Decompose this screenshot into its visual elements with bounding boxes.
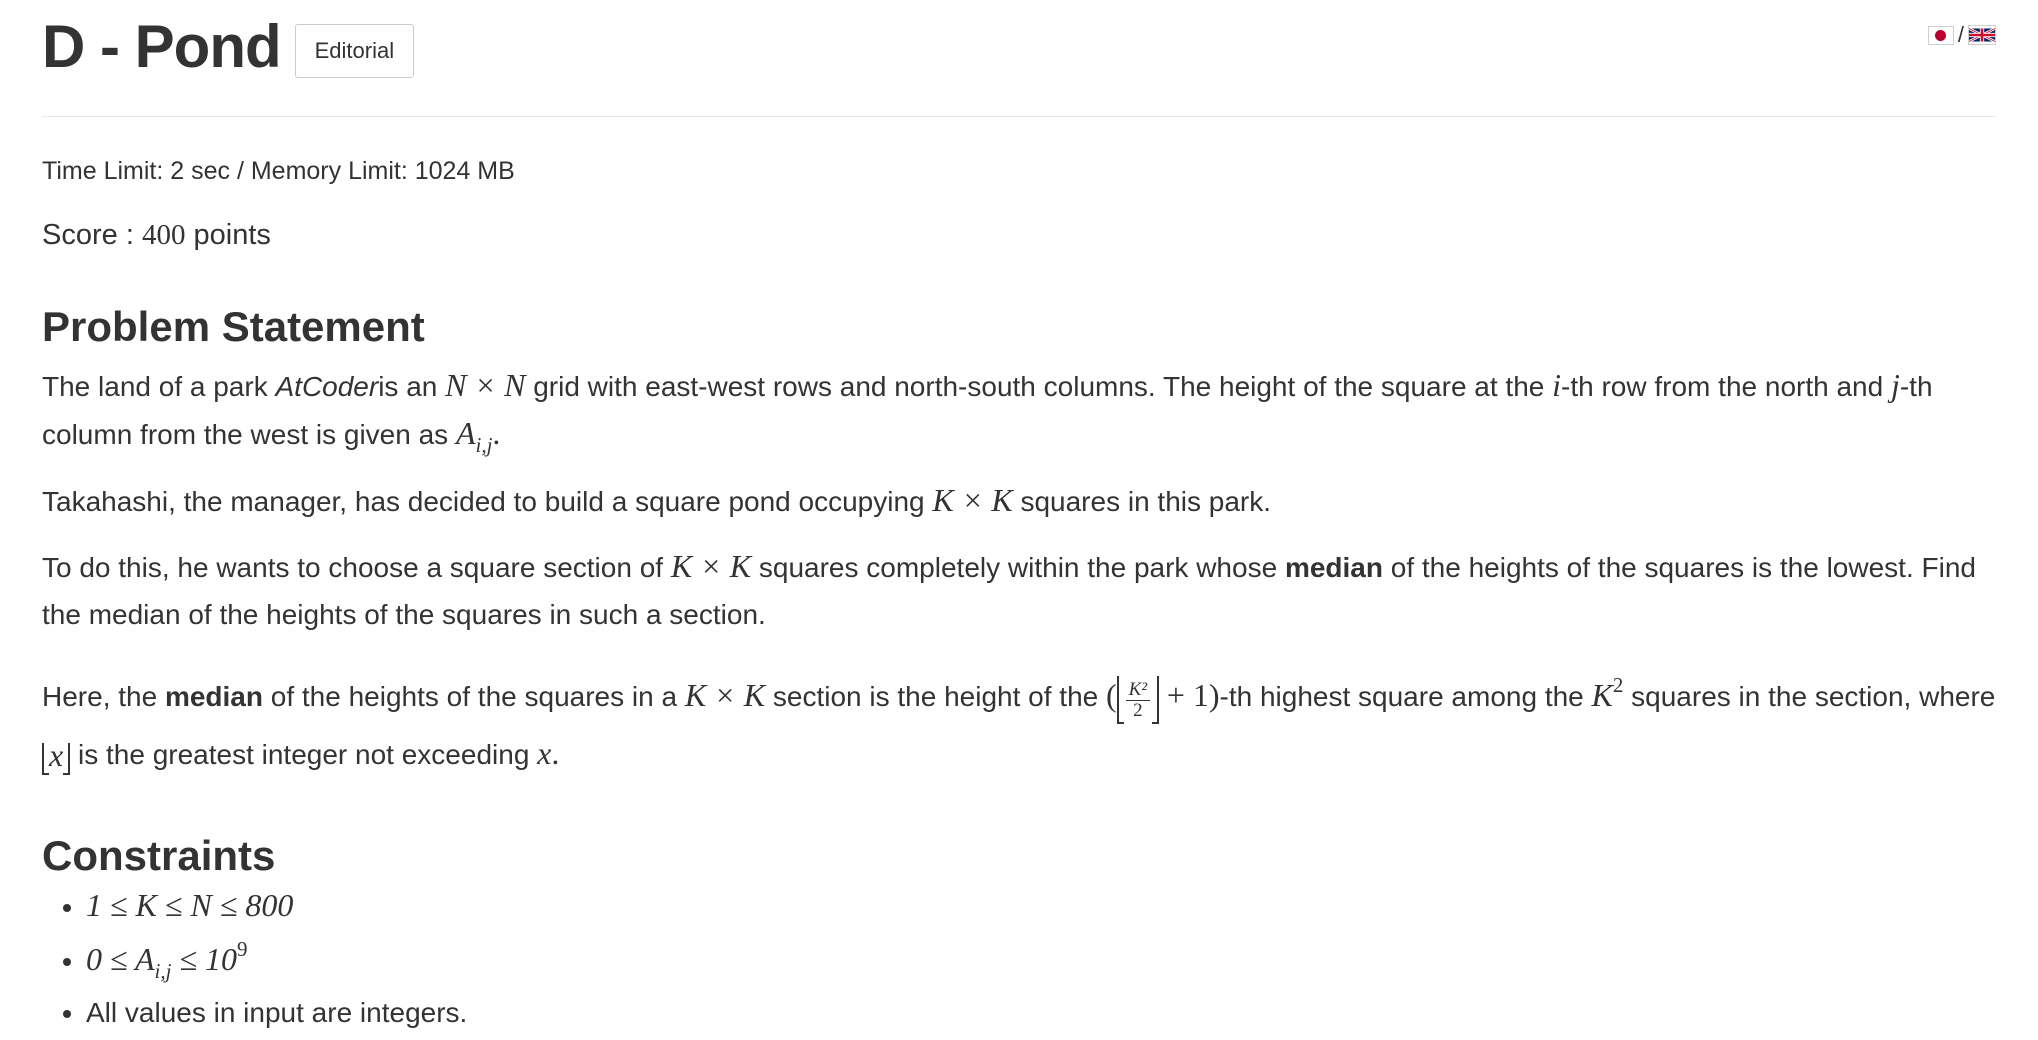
text: section is the height of the [772, 681, 1099, 712]
score-value: 400 [141, 219, 186, 251]
math-floor-x [42, 728, 70, 784]
text: -th column from the west is given as [42, 371, 1933, 450]
statement-paragraph-1 [42, 362, 2002, 469]
constraints-heading: Constraints [42, 832, 276, 879]
math-floor-fraction [1117, 672, 1159, 726]
math-k: K [1591, 677, 1613, 713]
language-separator: / [1957, 22, 1964, 47]
statement-paragraph-3 [42, 543, 2002, 638]
math-i: i [1552, 367, 1562, 403]
text: -th highest square among the [1219, 681, 1584, 712]
constraint-math: 0 ≤ A [86, 941, 155, 977]
constraint-item [86, 928, 467, 992]
statement-paragraph-2 [42, 477, 2002, 525]
constraint-item [86, 884, 467, 928]
fraction-numerator: K² [1126, 680, 1150, 701]
text: Here, the [42, 681, 158, 712]
constraint-text: All values in input are integers. [86, 997, 468, 1028]
math-x: x [537, 734, 552, 771]
constraint-math: ≤ 10 [171, 941, 238, 977]
page-title: D - Pond [42, 13, 281, 80]
math-k-by-k: K × K [932, 482, 1013, 518]
text: of the heights of the squares in a [270, 681, 678, 712]
text: squares in this park. [1020, 486, 1272, 517]
text: -th row from the north and [1561, 371, 1884, 402]
text: The land of a park [42, 371, 268, 402]
text: To do this, he wants to choose a square section of [42, 552, 664, 583]
math-k-by-k: K × K [684, 677, 766, 713]
score [42, 219, 271, 252]
editorial-button[interactable]: Editorial [295, 24, 414, 78]
math-j: j [1890, 367, 1900, 403]
statement-paragraph-4 [42, 658, 2002, 784]
text: is an [378, 371, 438, 402]
constraint-subscript: i,j [154, 959, 172, 983]
constraint-math: 1 ≤ K ≤ N ≤ 800 [86, 887, 294, 923]
language-switcher [1928, 22, 1996, 48]
text: is the greatest integer not exceeding [77, 738, 530, 770]
park-name: AtCoder [275, 371, 379, 402]
text: squares in the section, where [1631, 681, 1996, 712]
math-x: x [49, 737, 64, 774]
text: . [551, 734, 560, 771]
header [42, 0, 1996, 117]
bold-median: median [164, 681, 263, 712]
text: of the heights of the squares is the lowest. Find the median of the heights of the squares in such a section. [42, 552, 1976, 630]
text: Takahashi, the manager, has decided to build a square pond occupying [42, 486, 925, 517]
math-plus-one: + 1) [1166, 677, 1220, 713]
uk-flag-icon[interactable] [1968, 25, 1996, 45]
constraint-superscript: 9 [237, 937, 248, 961]
text: squares completely within the park whose [758, 552, 1278, 583]
score-label: Score : [42, 219, 134, 251]
text: . [492, 415, 501, 451]
math-a: A [455, 415, 476, 451]
text: grid with east-west rows and north-south columns. The height of the square at the [533, 371, 1545, 402]
japan-flag-icon[interactable] [1928, 26, 1954, 45]
bold-median: median [1284, 552, 1383, 583]
title-row [42, 13, 414, 80]
math-k-by-k: K × K [670, 548, 752, 584]
constraint-item [86, 992, 467, 1034]
time-memory-limits: Time Limit: 2 sec / Memory Limit: 1024 MB [42, 157, 515, 185]
math-paren: ( [1106, 677, 1117, 713]
math-a-subscript: i,j [475, 433, 493, 457]
score-unit: points [193, 219, 271, 251]
math-n-by-n: N × N [445, 367, 526, 403]
constraints-list [42, 884, 467, 1034]
problem-statement-heading: Problem Statement [42, 303, 425, 350]
math-k-superscript: 2 [1612, 673, 1624, 697]
fraction-denominator: 2 [1133, 699, 1143, 721]
